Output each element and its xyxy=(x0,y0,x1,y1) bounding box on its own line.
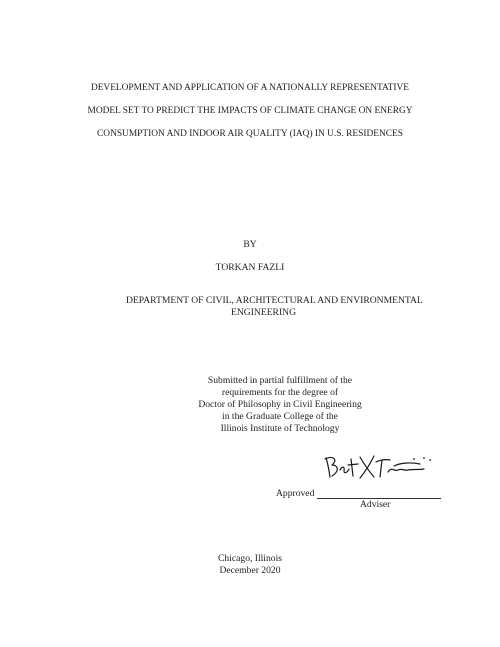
place: Chicago, Illinois xyxy=(218,553,282,564)
author-name: TORKAN FAZLI xyxy=(215,262,285,273)
adviser-signature xyxy=(320,450,438,486)
department-line-2: ENGINEERING xyxy=(231,307,297,318)
submission-line-3: Doctor of Philosophy in Civil Engineering xyxy=(198,399,362,410)
date: December 2020 xyxy=(219,565,281,576)
title-line-1: DEVELOPMENT AND APPLICATION OF A NATIONALLY REPRESENTATIVE xyxy=(90,83,410,93)
submission-line-1: Submitted in partial fulfillment of the xyxy=(207,375,353,386)
submission-line-5: Illinois Institute of Technology xyxy=(220,423,340,434)
title-line-2: MODEL SET TO PREDICT THE IMPACTS OF CLIMATE CHANGE ON ENERGY xyxy=(87,106,413,116)
department-line-1: DEPARTMENT OF CIVIL, ARCHITECTURAL AND ENVIRONMENTAL xyxy=(126,295,423,306)
approved-label: Approved xyxy=(276,488,315,499)
submission-line-2: requirements for the degree of xyxy=(221,387,339,398)
by-label: BY xyxy=(243,239,257,250)
adviser-label: Adviser xyxy=(360,499,391,510)
submission-line-4: in the Graduate College of the xyxy=(222,411,338,422)
title-line-3: CONSUMPTION AND INDOOR AIR QUALITY (IAQ) IN U.S. RESIDENCES xyxy=(97,129,403,139)
